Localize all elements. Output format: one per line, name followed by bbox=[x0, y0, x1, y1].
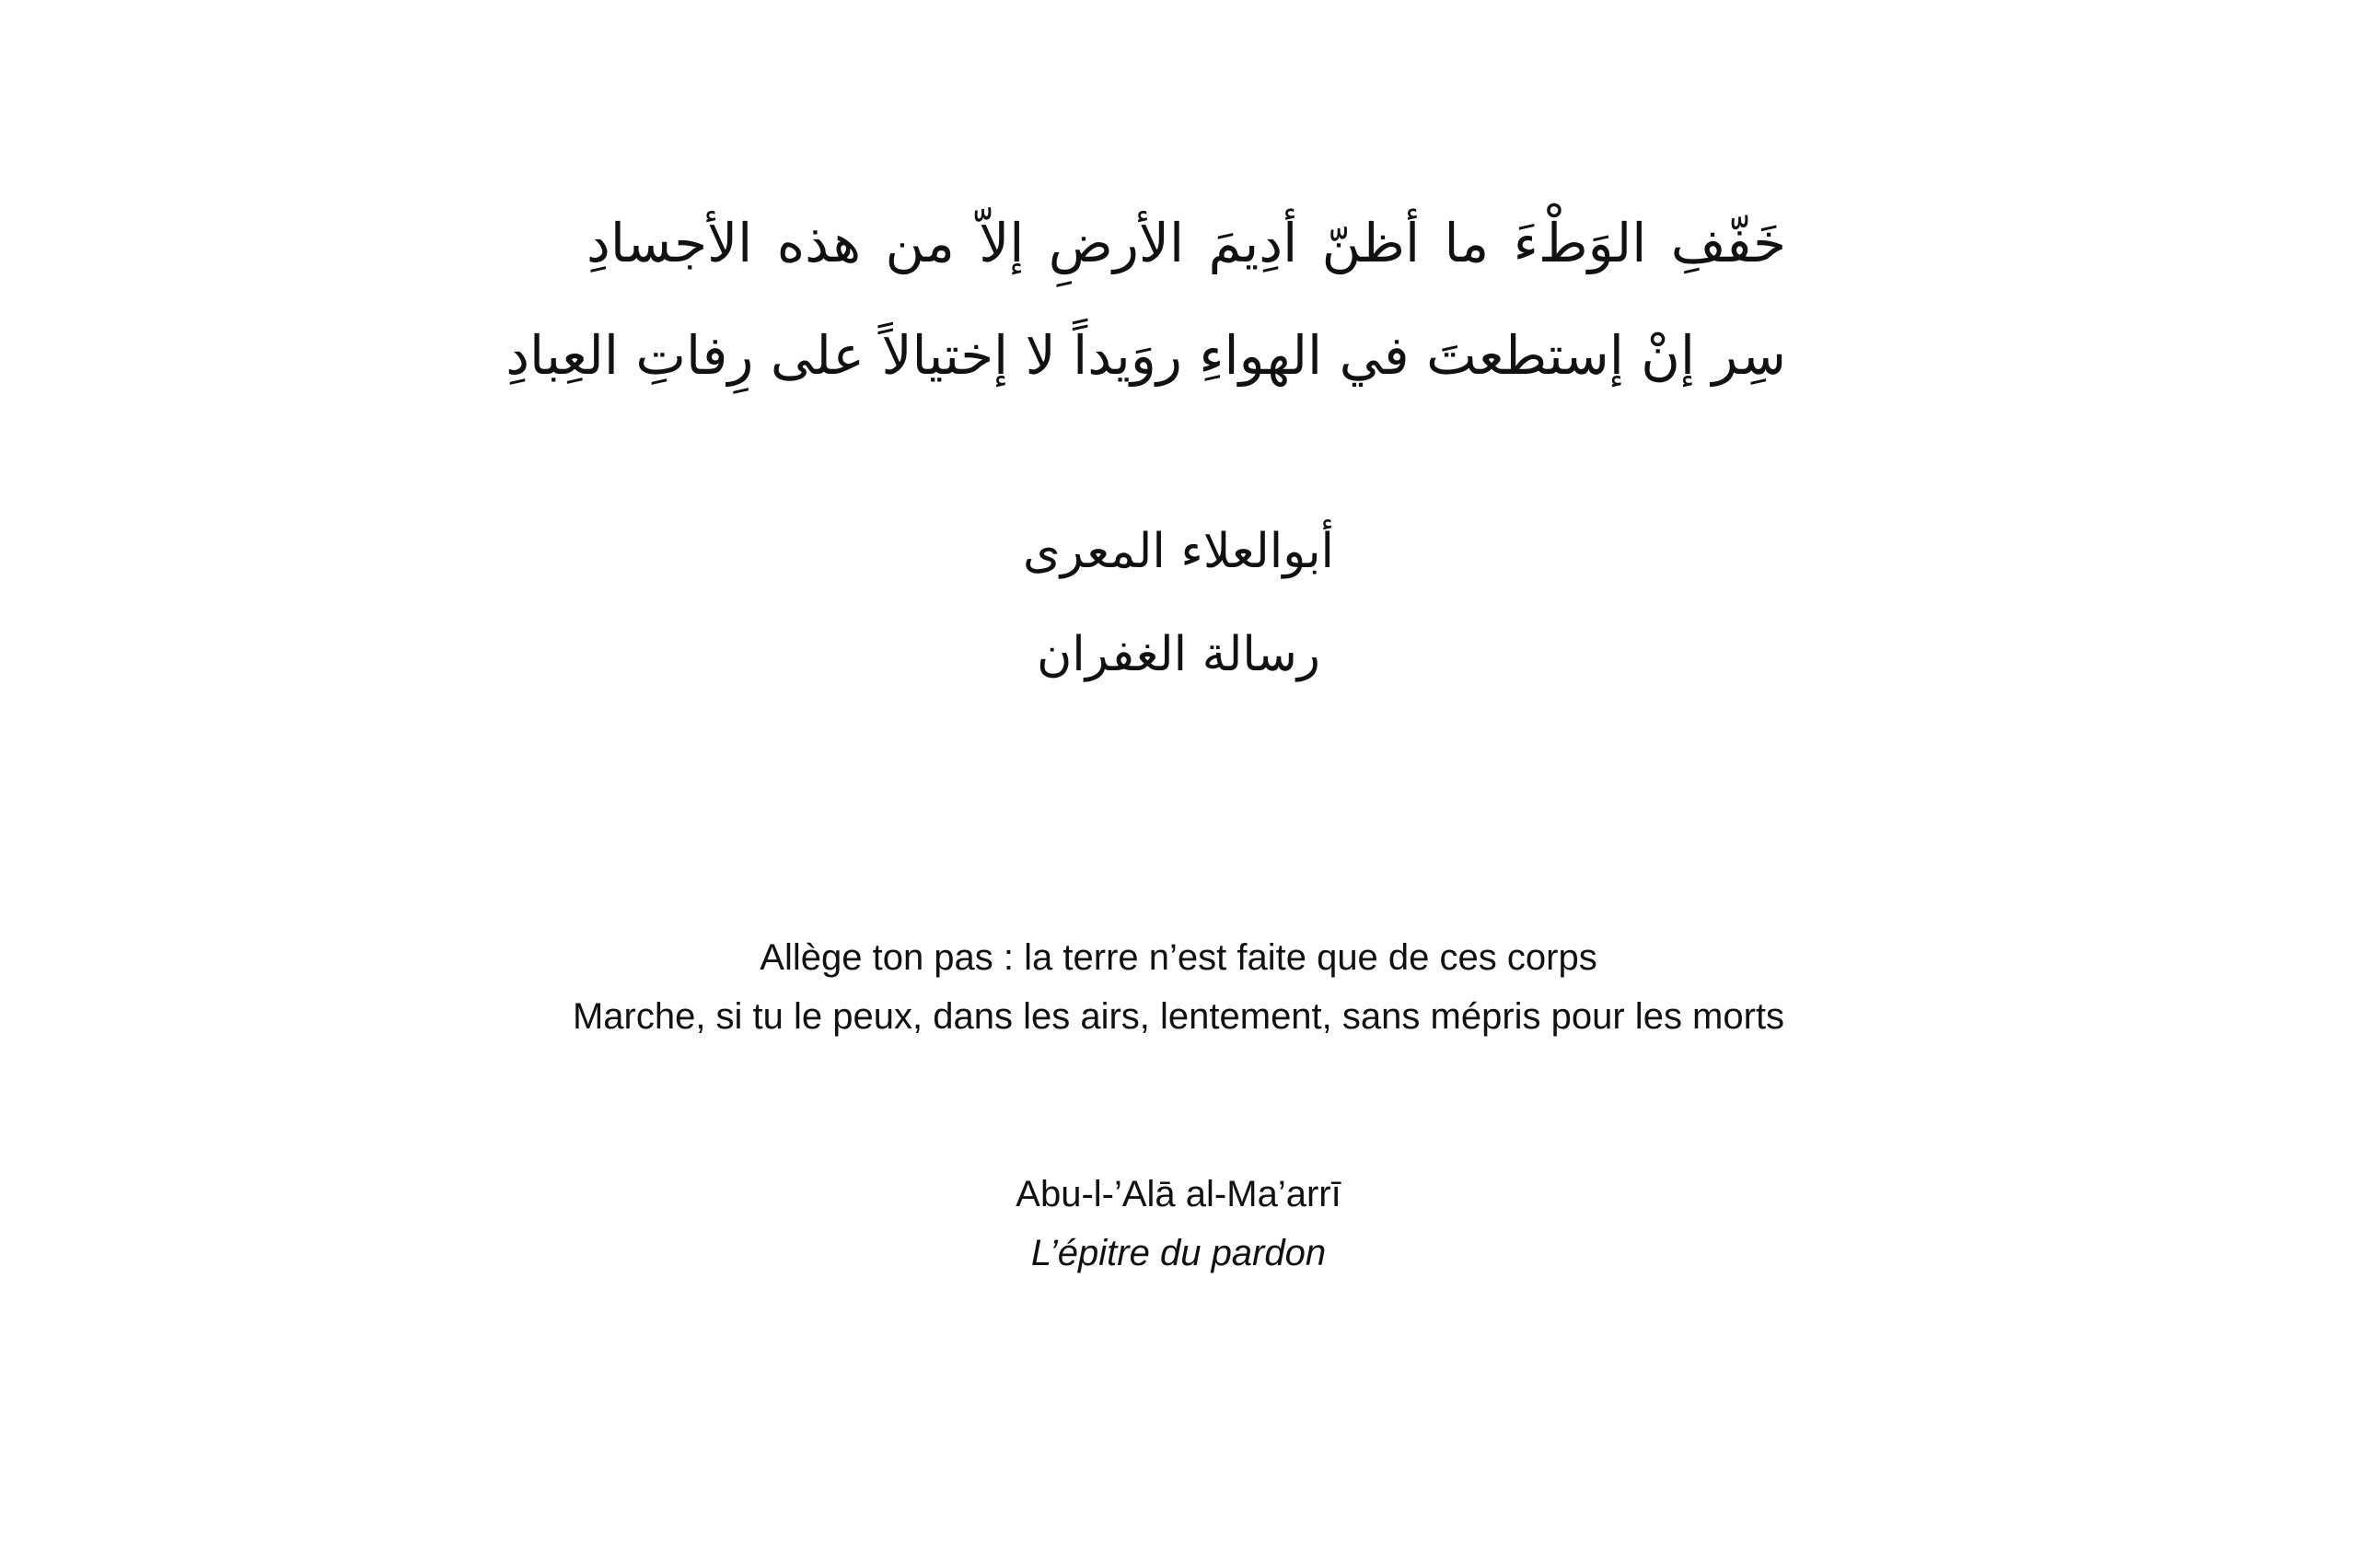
arabic-author-name: أبوالعلاء المعرى bbox=[1023, 524, 1334, 579]
arabic-verse-line-1: خَفّفِ الوَطْءَ ما أظنّ أدِيمَ الأرضِ إلاّ من هذه الأجسادِ bbox=[586, 212, 1786, 274]
arabic-verse-line-2: سِر إنْ إستطعتَ في الهواءِ روَيداً لا إختيالاً على رِفاتِ العِبادِ bbox=[505, 324, 1786, 387]
french-author-name: Abu-l-’Alā al-Ma’arrī bbox=[1016, 1174, 1341, 1214]
french-work-title: L’épitre du pardon bbox=[1030, 1233, 1327, 1273]
french-translation-line-2: Marche, si tu le peux, dans les airs, lentement, sans mépris pour les morts bbox=[572, 996, 1785, 1037]
arabic-work-title: رسالة الغفران bbox=[1037, 627, 1320, 682]
french-translation-line-1: Allège ton pas : la terre n’est faite que de ces corps bbox=[760, 937, 1597, 978]
